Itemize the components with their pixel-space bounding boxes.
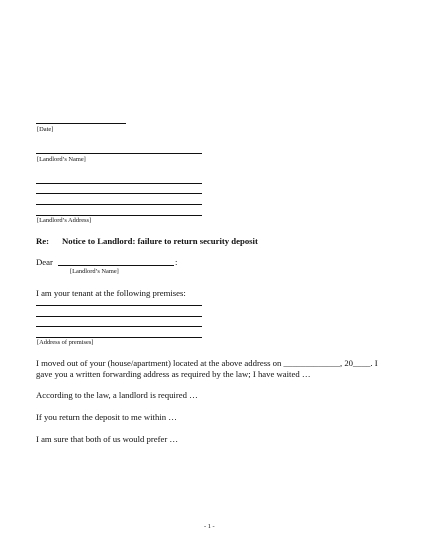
date-blank-line xyxy=(36,123,126,124)
moved-out-text-line-2: gave you a written forwarding address as required by the law; I have waited … xyxy=(36,369,311,379)
salutation-colon: : xyxy=(175,257,178,267)
landlord-name-label: [Landlord’s Name] xyxy=(37,156,86,163)
premises-address-line-4 xyxy=(36,337,202,338)
salutation-dear: Dear xyxy=(36,257,53,267)
landlord-address-line-3 xyxy=(36,204,202,205)
premises-address-line-3 xyxy=(36,326,202,327)
date-label: [Date] xyxy=(37,126,54,133)
closing-preference-text: I am sure that both of us would prefer … xyxy=(36,434,179,444)
law-requirement-text: According to the law, a landlord is required … xyxy=(36,390,198,400)
re-subject: Notice to Landlord: failure to return security deposit xyxy=(62,236,258,246)
premises-address-line-2 xyxy=(36,316,202,317)
landlord-address-label: [Landlord’s Address] xyxy=(37,217,92,224)
premises-address-line-1 xyxy=(36,305,202,306)
premises-address-label: [Address of premises] xyxy=(37,339,94,346)
salutation-name-blank-line xyxy=(58,265,174,266)
tenant-intro-text: I am your tenant at the following premises: xyxy=(36,288,186,298)
re-prefix: Re: xyxy=(36,236,50,246)
landlord-name-blank-line xyxy=(36,153,202,154)
salutation-name-label: [Landlord’s Name] xyxy=(70,268,119,275)
landlord-address-line-1 xyxy=(36,183,202,184)
landlord-address-line-2 xyxy=(36,193,202,194)
page-number: - 1 - xyxy=(204,523,215,530)
deposit-return-text: If you return the deposit to me within … xyxy=(36,412,177,422)
landlord-address-line-4 xyxy=(36,215,202,216)
moved-out-text-line-1: I moved out of your (house/apartment) located at the above address on _____________, 20____. I xyxy=(36,358,378,368)
